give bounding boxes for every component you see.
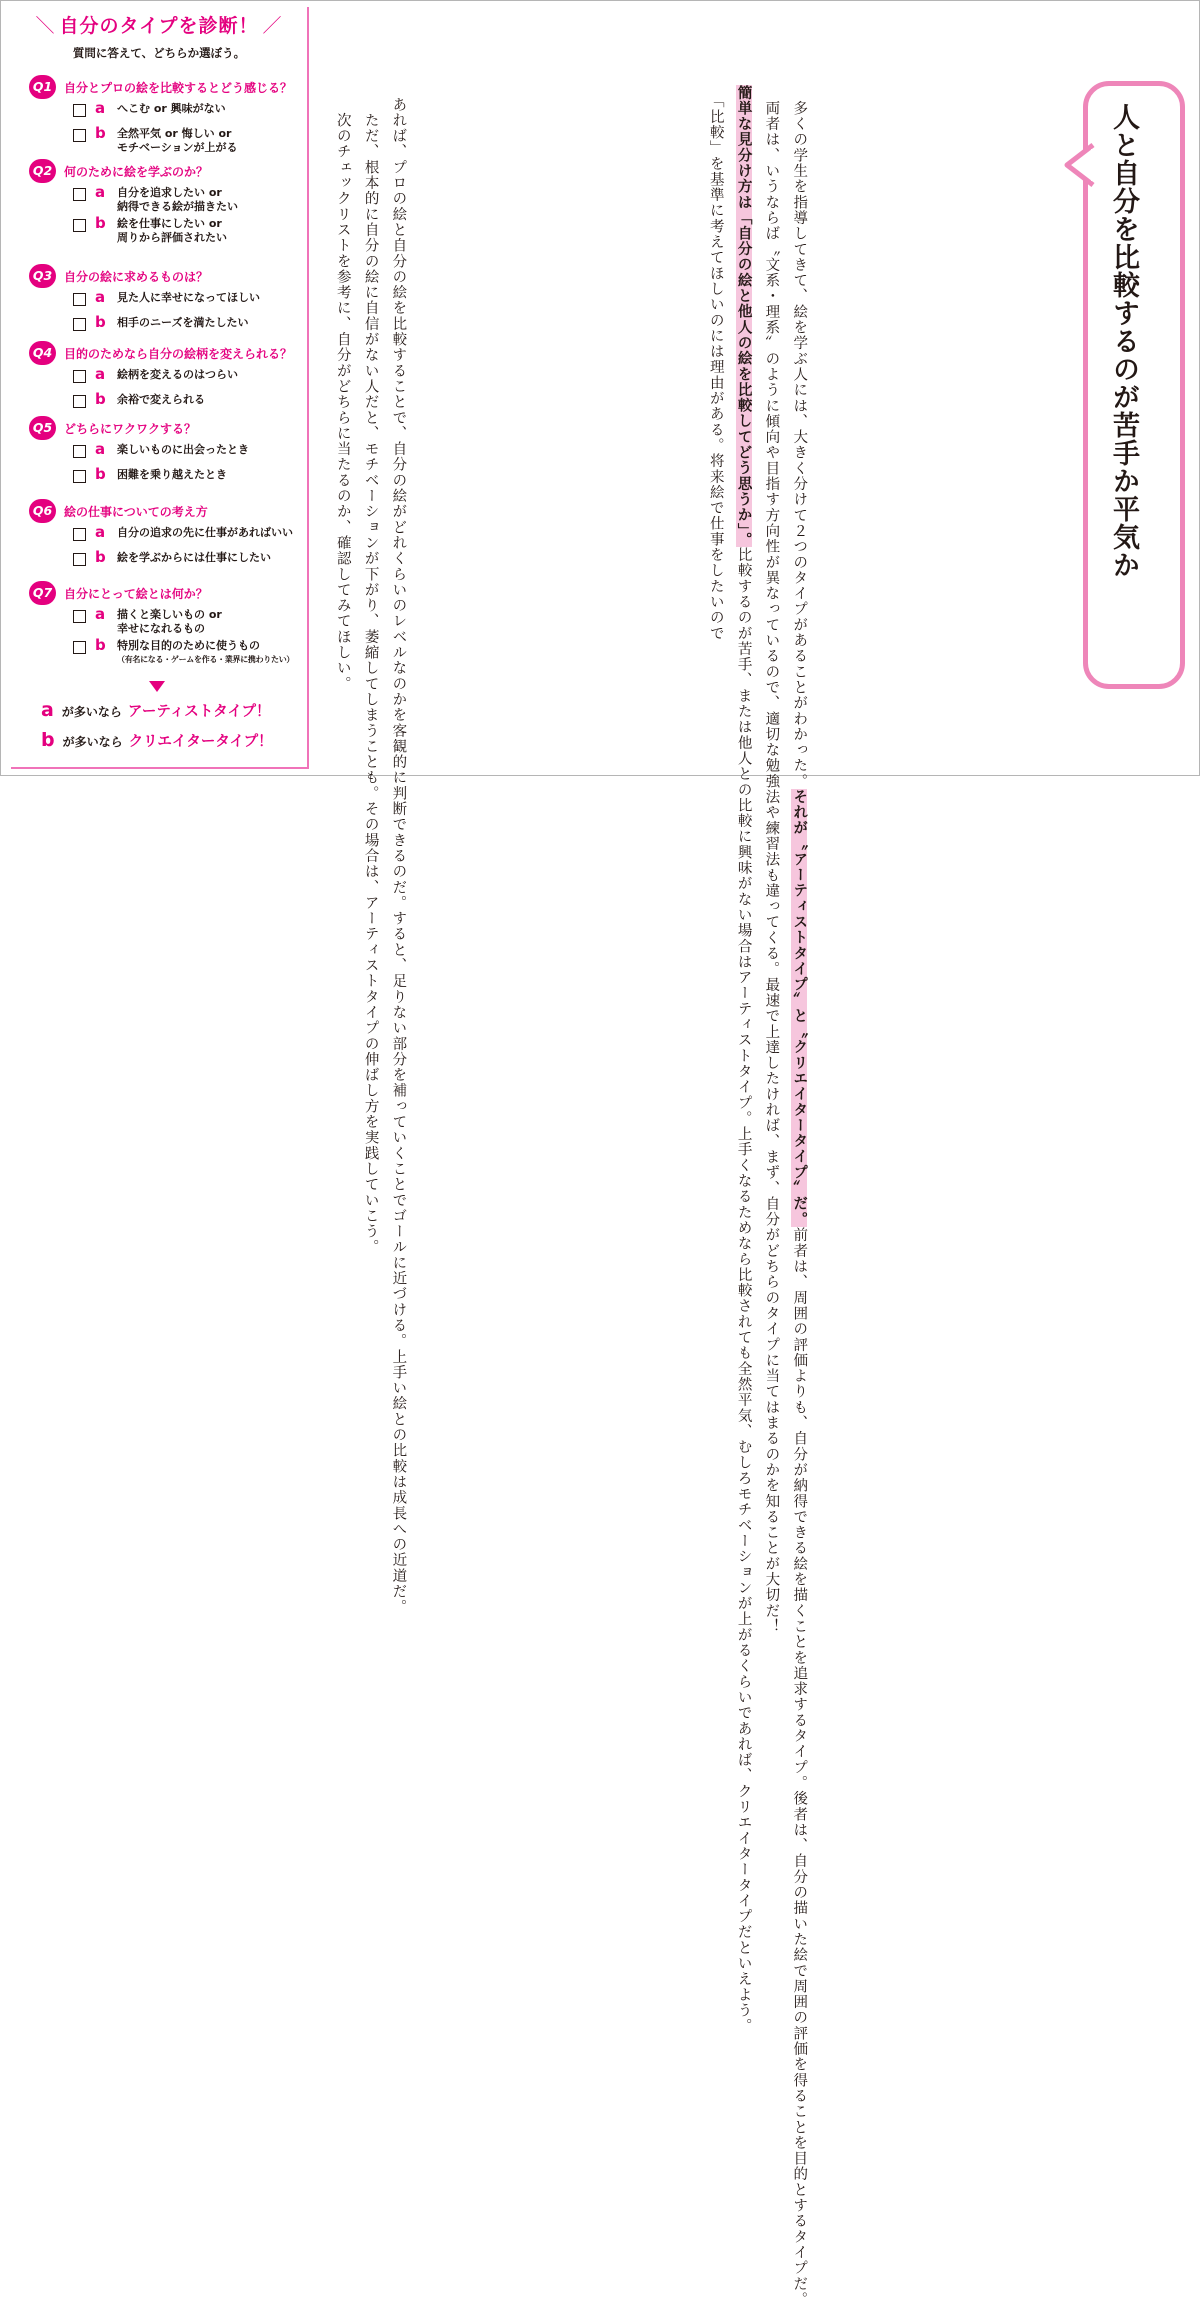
option-text: 絵を仕事にしたい or: [117, 217, 222, 230]
question-badge: Q6: [29, 499, 56, 523]
quiz-title: [11, 11, 307, 38]
type-highlight: それが〝アーティストタイプ〟と〝クリエイタータイプ〟だ。: [791, 789, 808, 1228]
option-letter: b: [95, 390, 106, 408]
question-6: [29, 499, 309, 573]
option-letter: a: [95, 183, 106, 201]
question-2: [29, 159, 309, 245]
option-b[interactable]: [73, 124, 309, 155]
option-letter: b: [95, 636, 106, 654]
paragraph-5: ただ、根本的に自分の絵に自信がない人だと、モチベーションが下がり、萎縮してしまうことも。その場合は、アーティストタイプの伸ばし方を実践していこう。: [362, 97, 379, 1256]
option-letter: a: [95, 440, 106, 458]
paragraph-1-lead: 多くの学生を指導してきて、絵を学ぶ人には、大きく分けて２つのタイプがあることがわかった。: [791, 85, 808, 790]
option-a[interactable]: [73, 183, 309, 214]
checkbox[interactable]: [73, 553, 86, 566]
question-1: [29, 75, 309, 155]
question-5: [29, 416, 309, 490]
checkbox[interactable]: [73, 470, 86, 483]
method-highlight-3: 。: [735, 531, 752, 548]
article-body-left: [328, 97, 411, 1616]
checkbox[interactable]: [73, 104, 86, 117]
checkbox[interactable]: [73, 370, 86, 383]
option-b[interactable]: [73, 548, 309, 573]
paragraph-4-head: 「比較」を基準に考えてほしいのには理由がある。将来絵で仕事をしたいので: [707, 85, 724, 642]
result-text: が多いなら: [62, 735, 123, 749]
question-text: どちらにワクワクする？: [64, 422, 197, 436]
option-a[interactable]: [73, 288, 309, 313]
option-text: 絵を学ぶからには仕事にしたい: [117, 551, 271, 564]
checkbox[interactable]: [73, 395, 86, 408]
result-letter: b: [41, 729, 55, 751]
option-text: 絵柄を変えるのはつらい: [117, 368, 238, 381]
result-type: クリエイタータイプ！: [128, 734, 273, 750]
quiz-bottom-divider: [11, 767, 309, 769]
paragraph-2: 両者は、いうならば〝文系・理系〟のように傾向や目指す方向性が異なっているので、適切な勉強法や練習法も違ってくる。最速で上達したければ、まず、自分がどちらのタイプに当てはまるのかを知ることが大切だ！: [763, 85, 780, 1635]
checkbox[interactable]: [73, 445, 86, 458]
checkbox[interactable]: [73, 188, 86, 201]
option-text: へこむ or 興味がない: [117, 102, 226, 115]
option-letter: b: [95, 548, 106, 566]
option-text: モチベーションが上がる: [117, 141, 238, 154]
option-letter: a: [95, 523, 106, 541]
method-highlight-1: 簡単な見分け方は: [735, 85, 752, 211]
question-badge: Q7: [29, 581, 56, 605]
type-diagnosis-quiz: [11, 7, 307, 771]
result-b: [41, 729, 273, 751]
option-text: 自分を追求したい or: [117, 186, 222, 199]
option-b[interactable]: [73, 636, 309, 667]
checkbox[interactable]: [73, 528, 86, 541]
option-a[interactable]: [73, 440, 309, 465]
option-b[interactable]: [73, 214, 309, 245]
checkbox[interactable]: [73, 610, 86, 623]
question-7: [29, 581, 309, 667]
option-text: 自分の追求の先に仕事があればいい: [117, 526, 293, 539]
option-text: 特別な目的のために使うもの: [117, 639, 260, 652]
option-letter: b: [95, 124, 106, 142]
option-text: 描くと楽しいもの or: [117, 608, 222, 621]
paragraph-3-rest: 比較するのが苦手、または他人との比較に興味がない場合はアーティストタイプ。上手くなるためなら比較されても全然平気、むしろモチベーションが上がるくらいであれば、クリエイタータイプだといえよう。: [735, 547, 752, 2035]
quiz-subtitle: 質問に答えて、どちらか選ぼう。: [72, 46, 246, 60]
option-letter: b: [95, 465, 106, 483]
option-text: 相手のニーズを満たしたい: [117, 316, 249, 329]
question-text: 自分の絵に求めるものは？: [64, 270, 209, 284]
option-a[interactable]: [73, 523, 309, 548]
paragraph-6: 次のチェックリストを参考に、自分がどちらに当たるのか、確認してみてほしい。: [334, 97, 351, 692]
question-text: 自分とプロの絵を比較するとどう感じる？: [64, 81, 293, 95]
paragraph-1-rest: 前者は、周囲の評価よりも、自分が納得できる絵を描くことを追求するタイプ。後者は、自分の描いた絵で周囲の評価を得ることを目的とするタイプだ。: [791, 1227, 808, 2307]
method-highlight-2: 「自分の絵と他人の絵を比較してどう思うか」: [735, 210, 752, 532]
option-text: 幸せになれるもの: [117, 622, 205, 635]
question-badge: Q1: [29, 75, 56, 99]
option-letter: b: [95, 313, 106, 331]
option-text: 全然平気 or 悔しい or: [117, 127, 232, 140]
option-a[interactable]: [73, 365, 309, 390]
option-text: 困難を乗り越えたとき: [117, 468, 227, 481]
option-a[interactable]: [73, 99, 309, 124]
paragraph-4-tail: あれば、プロの絵と自分の絵を比較することで、自分の絵がどれくらいのレベルなのかを客観的に判断できるのだ。すると、足りない部分を補っていくことでゴールに近づける。上手い絵との比較は成長への近道だ。: [390, 97, 407, 1616]
option-text: 納得できる絵が描きたい: [117, 200, 238, 213]
quiz-divider: [307, 7, 309, 767]
option-note: （有名になる・ゲームを作る・業界に携わりたい）: [117, 655, 295, 664]
question-badge: Q4: [29, 341, 56, 365]
slash-deco-icon: ＼: [35, 15, 56, 37]
option-letter: a: [95, 99, 106, 117]
question-text: 何のために絵を学ぶのか？: [64, 165, 209, 179]
headline-title: 人と自分を比較するのが苦手か平気か: [1108, 103, 1139, 579]
checkbox[interactable]: [73, 293, 86, 306]
option-text: 楽しいものに出会ったとき: [117, 443, 249, 456]
slash-deco-icon: ／: [262, 15, 283, 37]
checkbox[interactable]: [73, 219, 86, 232]
option-letter: a: [95, 365, 106, 383]
question-3: [29, 264, 309, 338]
checkbox[interactable]: [73, 641, 86, 654]
question-text: 目的のためなら自分の絵柄を変えられる？: [64, 347, 293, 361]
option-b[interactable]: [73, 390, 309, 415]
question-text: 自分にとって絵とは何か？: [64, 587, 208, 601]
arrow-down-icon: [149, 681, 165, 692]
option-letter: a: [95, 288, 106, 306]
checkbox[interactable]: [73, 318, 86, 331]
option-text: 周りから評価されたい: [117, 231, 227, 244]
article-body-right: [701, 85, 812, 2307]
question-badge: Q2: [29, 159, 56, 183]
result-a: [41, 699, 271, 721]
question-4: [29, 341, 309, 415]
option-letter: b: [95, 214, 106, 232]
option-a[interactable]: [73, 605, 309, 636]
checkbox[interactable]: [73, 129, 86, 142]
option-b[interactable]: [73, 313, 309, 338]
option-b[interactable]: [73, 465, 309, 490]
option-text: 余裕で変えられる: [117, 393, 205, 406]
option-text: 見た人に幸せになってほしい: [117, 291, 260, 304]
option-letter: a: [95, 605, 106, 623]
question-text: 絵の仕事についての考え方: [64, 505, 208, 519]
result-letter: a: [41, 699, 54, 721]
result-text: が多いなら: [61, 705, 122, 719]
speech-tail-icon: [1063, 143, 1097, 187]
question-badge: Q3: [29, 264, 56, 288]
result-type: アーティストタイプ！: [127, 704, 271, 720]
quiz-title-text: 自分のタイプを診断！: [59, 15, 259, 37]
question-badge: Q5: [29, 416, 56, 440]
